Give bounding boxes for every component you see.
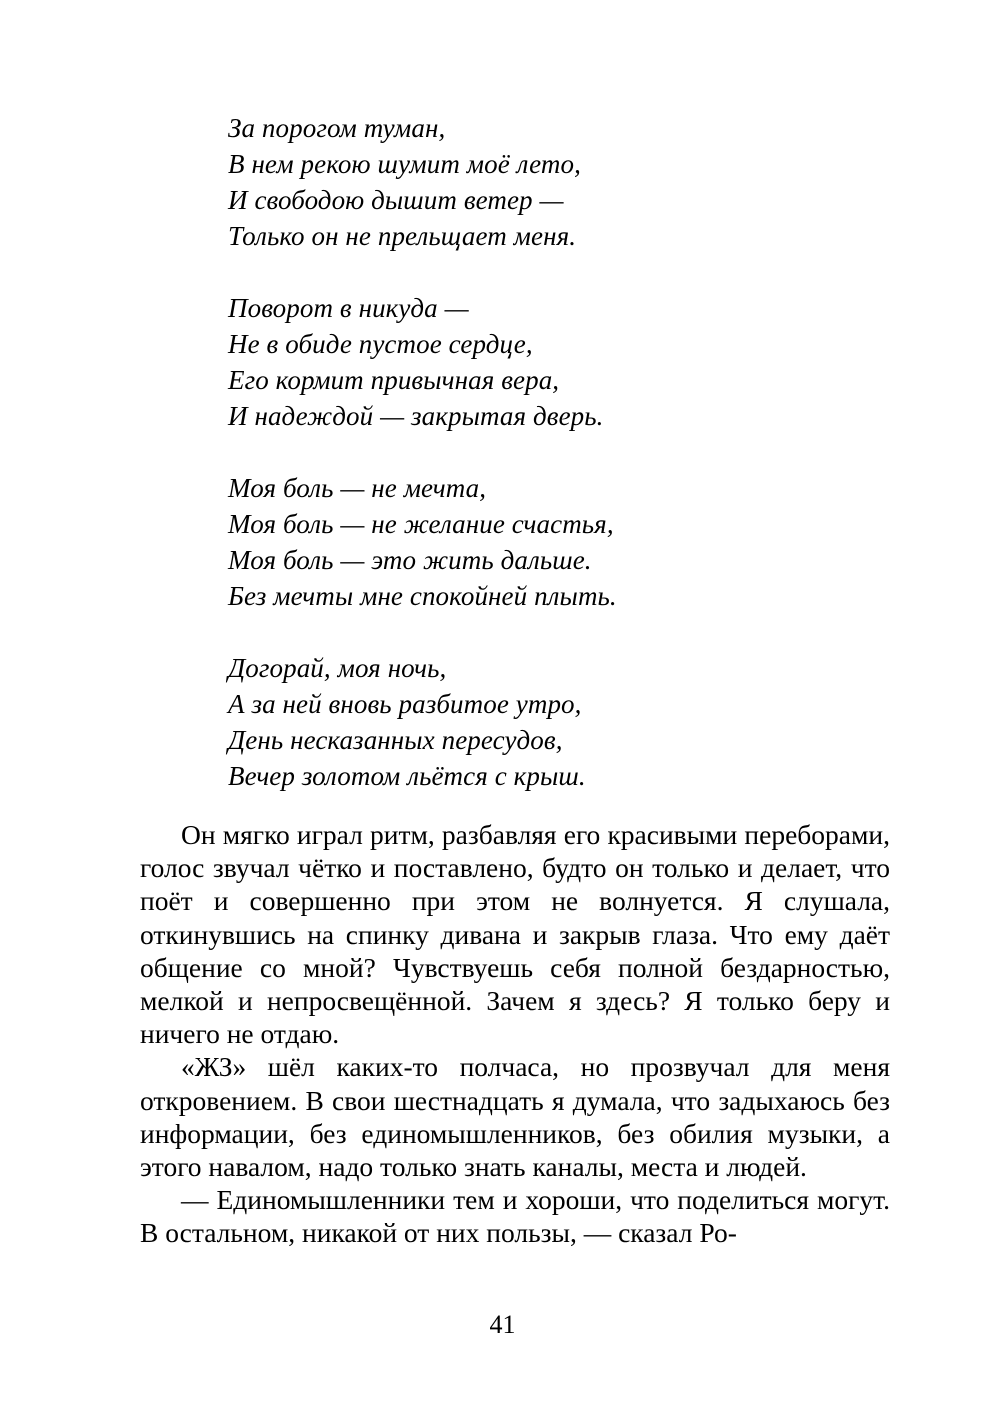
poem-line: Его кормит привычная вера, <box>228 365 560 395</box>
page-number: 41 <box>489 1310 516 1339</box>
prose <box>140 818 890 1250</box>
poem-line: В нем рекою шумит моё лето, <box>228 149 581 179</box>
poem-stanza <box>140 110 888 254</box>
poem-line: День несказанных пересудов, <box>228 725 563 755</box>
poem-line: За порогом туман, <box>228 113 446 143</box>
poem-line: Моя боль — не мечта, <box>228 473 487 503</box>
paragraph: «ЖЗ» шёл каких-то полчаса, но прозвучал для меня откровением. В свои шестнадцать я думала, что задыхаюсь без информации, без единомышленников, без обилия музыки, а этого навалом, надо только знать каналы, места и людей. <box>140 1051 890 1183</box>
poem-line: А за ней вновь разбитое утро, <box>228 689 582 719</box>
poem-line: Без мечты мне спокойней плыть. <box>228 581 617 611</box>
poem-line: И свободою дышит ветер — <box>228 185 564 215</box>
poem-line: Только он не прельщает меня. <box>228 221 577 251</box>
poem-line: Поворот в никуда — <box>228 293 469 323</box>
poem-line: Вечер золотом льётся с крыш. <box>228 761 586 791</box>
poem-stanza <box>140 470 888 614</box>
poem-line: Не в обиде пустое сердце, <box>228 329 533 359</box>
poem-line: Моя боль — не желание счастья, <box>228 509 614 539</box>
poem-block <box>140 110 888 794</box>
poem <box>140 110 888 794</box>
poem-line: Моя боль — это жить дальше. <box>228 545 592 575</box>
poem-line: Догорай, моя ночь, <box>228 653 447 683</box>
paragraph-dialogue: — Единомышленники тем и хороши, что поделиться могут. В остальном, никакой от них пользы, — сказал Ро- <box>140 1184 890 1249</box>
poem-stanza <box>140 290 888 434</box>
poem-stanza <box>140 650 888 794</box>
paragraph: Он мягко играл ритм, разбавляя его красивыми переборами, голос звучал чётко и поставлено, будто он только и делает, что поёт и совершенно при этом не волнуется. Я слушала, откинувшись на спинку дивана и закрыв глаза. Что ему даёт общение со мной? Чувствуешь себя полной бездарностью, мелкой и непросвещённой. Зачем я здесь? Я только беру и ничего не отдаю. <box>140 819 890 1050</box>
poem-line: И надеждой — закрытая дверь. <box>228 401 604 431</box>
prose-block <box>140 818 890 1250</box>
